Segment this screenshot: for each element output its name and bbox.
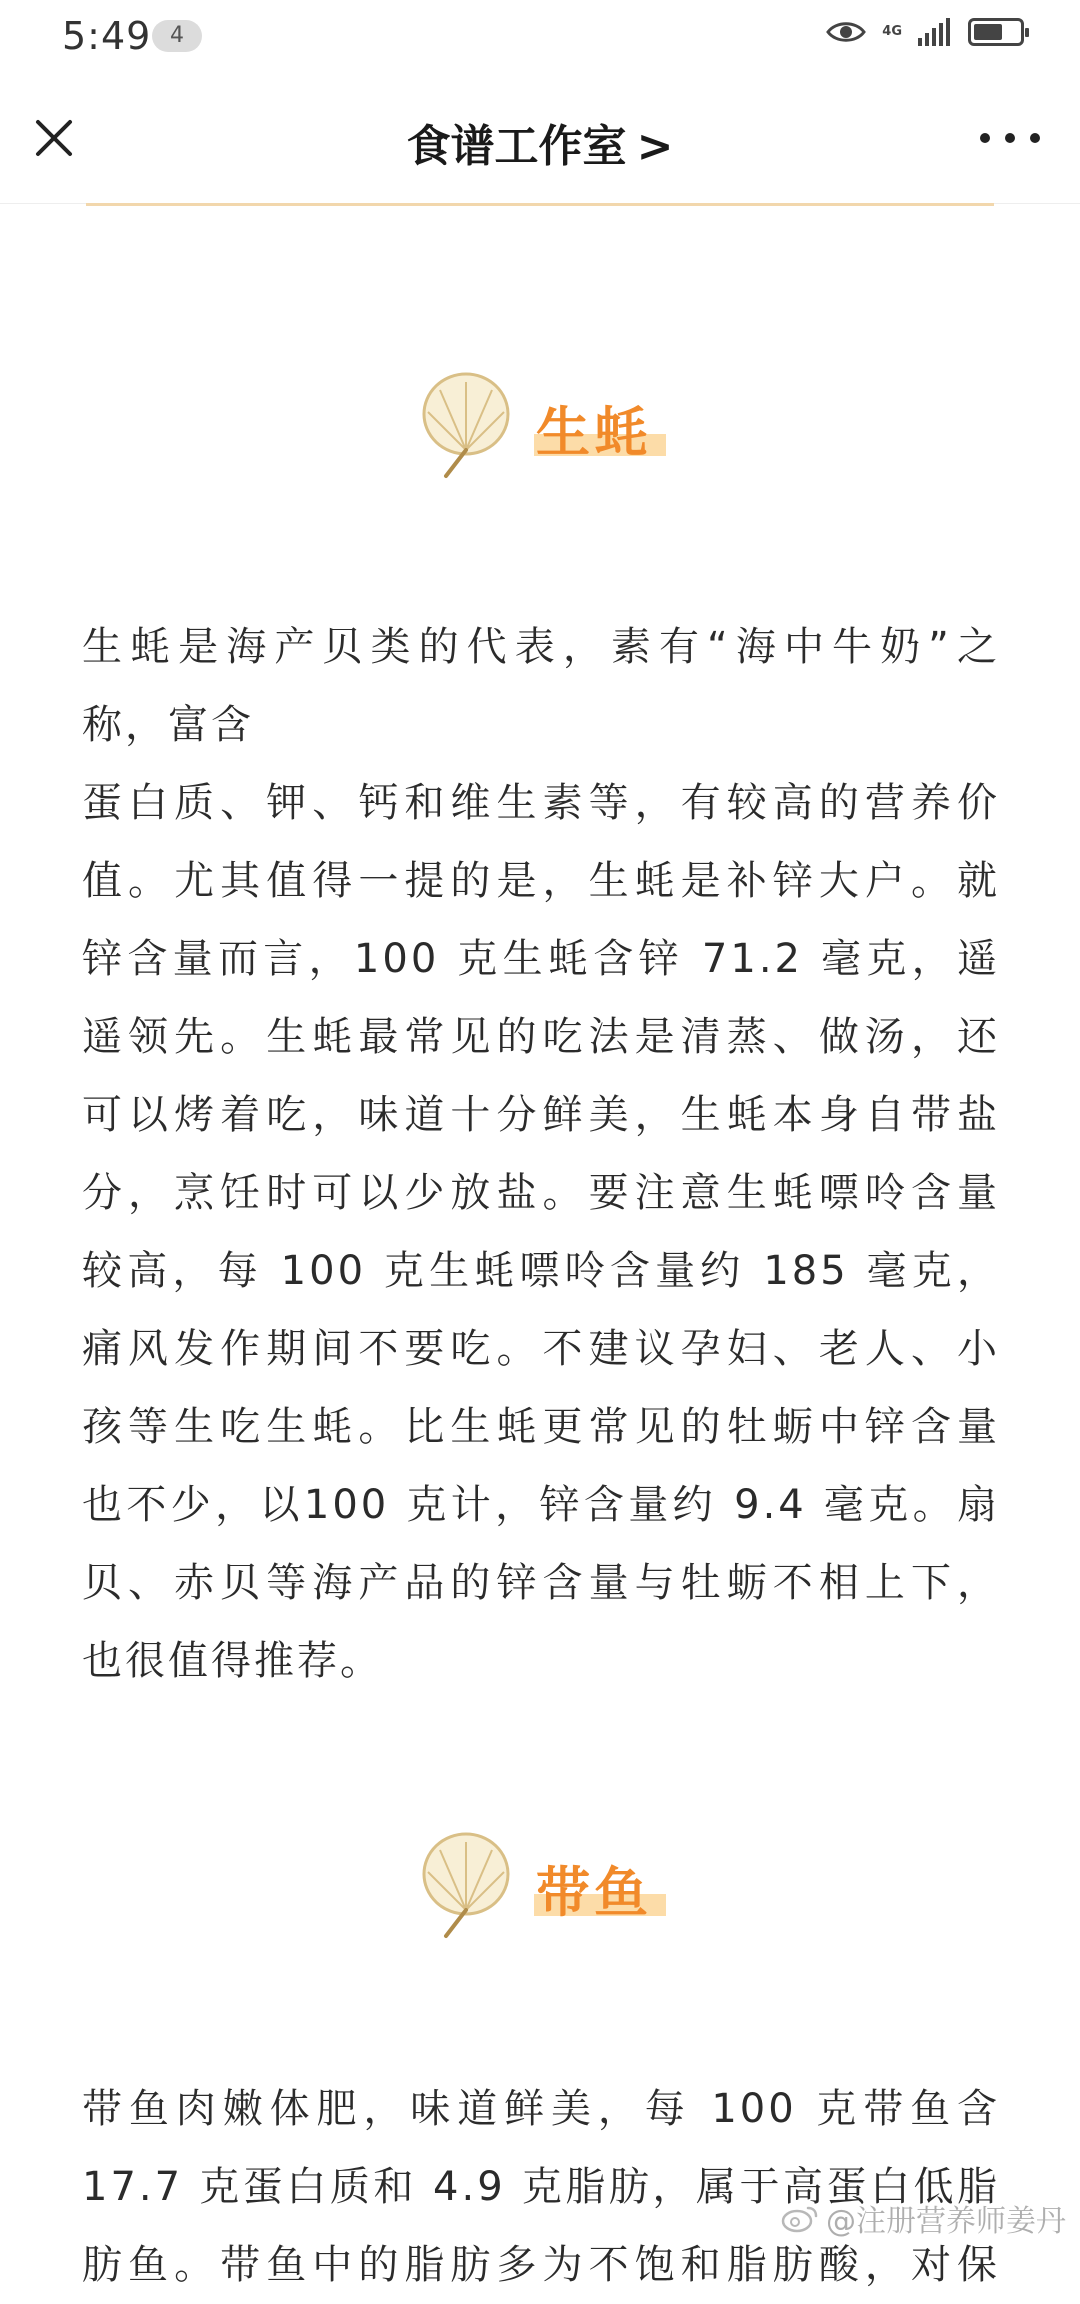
fan-icon bbox=[418, 1832, 514, 1940]
more-icon[interactable] bbox=[980, 124, 1040, 152]
nav-bar bbox=[0, 72, 1080, 204]
paragraph-line: 孩等生吃生蚝。比生蚝更常见的牡蛎中锌含量 bbox=[82, 1404, 1000, 1450]
divider bbox=[86, 203, 994, 206]
paragraph-line: 17.7 克蛋白质和 4.9 克脂肪，属于高蛋白低脂 bbox=[82, 2164, 1000, 2210]
status-time: 5:49 bbox=[62, 14, 152, 58]
paragraph-line: 值。尤其值得一提的是，生蚝是补锌大户。就 bbox=[82, 858, 1000, 904]
section-paragraph bbox=[82, 2070, 1000, 2304]
eye-icon bbox=[826, 19, 866, 45]
signal-icon bbox=[918, 18, 952, 46]
status-bar bbox=[0, 0, 1080, 72]
paragraph-line: 痛风发作期间不要吃。不建议孕妇、老人、小 bbox=[82, 1326, 1000, 1372]
battery-icon bbox=[968, 18, 1024, 46]
paragraph-line: 可以烤着吃，味道十分鲜美，生蚝本身自带盐 bbox=[82, 1092, 1000, 1138]
paragraph-line: 贝、赤贝等海产品的锌含量与牡蛎不相上下， bbox=[82, 1560, 1000, 1606]
paragraph-line: 锌含量而言，100 克生蚝含锌 71.2 毫克，遥 bbox=[82, 936, 1000, 982]
weibo-icon bbox=[780, 2202, 820, 2234]
page-title[interactable] bbox=[0, 110, 1080, 174]
fan-icon bbox=[418, 372, 514, 480]
section-header bbox=[0, 1832, 1080, 1942]
network-label: 4G bbox=[882, 24, 902, 39]
paragraph-line: 称，富含 bbox=[82, 702, 254, 748]
paragraph-line: 带鱼肉嫩体肥，味道鲜美，每 100 克带鱼含 bbox=[82, 2086, 1000, 2132]
paragraph-line: 肪鱼。带鱼中的脂肪多为不饱和脂肪酸，对保 bbox=[82, 2242, 1000, 2288]
watermark bbox=[780, 2196, 1066, 2240]
section-title: 带鱼 bbox=[536, 1861, 652, 1924]
paragraph-line: 遥领先。生蚝最常见的吃法是清蒸、做汤，还 bbox=[82, 1014, 1000, 1060]
notification-badge: 4 bbox=[152, 20, 202, 52]
paragraph-line: 也很值得推荐。 bbox=[82, 1638, 383, 1684]
watermark-text: @注册营养师姜丹 bbox=[826, 2204, 1066, 2239]
paragraph-line: 蛋白质、钾、钙和维生素等，有较高的营养价 bbox=[82, 780, 1000, 826]
paragraph-line: 较高，每 100 克生蚝嘌呤含量约 185 毫克， bbox=[82, 1248, 1000, 1294]
chevron-right-icon: > bbox=[636, 121, 674, 172]
page-title-text: 食谱工作室 bbox=[406, 121, 627, 172]
paragraph-line: 分，烹饪时可以少放盐。要注意生蚝嘌呤含量 bbox=[82, 1170, 1000, 1216]
status-icons bbox=[826, 18, 1024, 46]
section-paragraph bbox=[82, 608, 1000, 1700]
section-title: 生蚝 bbox=[536, 401, 652, 464]
paragraph-line: 生蚝是海产贝类的代表，素有“海中牛奶”之 bbox=[82, 624, 1000, 670]
section-header bbox=[0, 372, 1080, 482]
paragraph-line: 也不少，以100 克计，锌含量约 9.4 毫克。扇 bbox=[82, 1482, 1000, 1528]
